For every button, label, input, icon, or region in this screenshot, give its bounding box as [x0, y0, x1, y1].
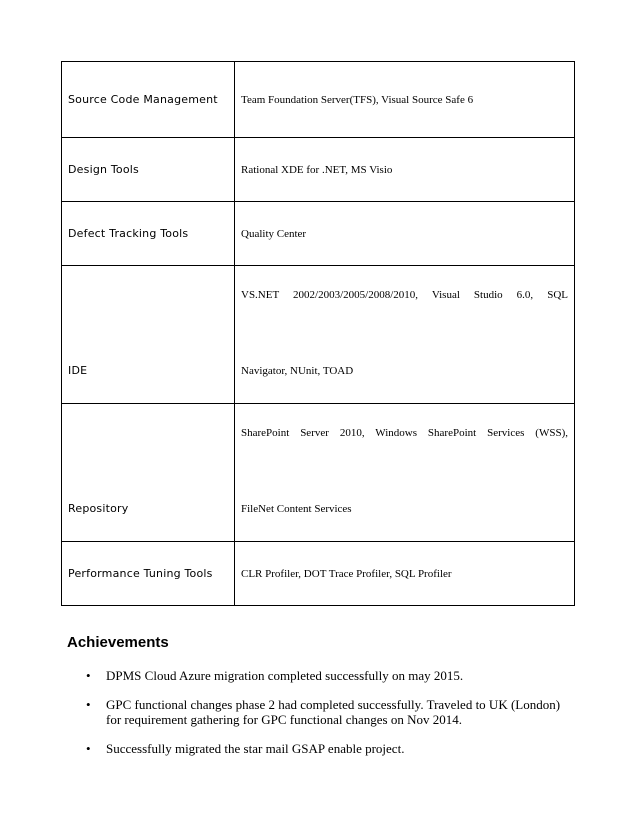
row-label: Defect Tracking Tools	[62, 202, 235, 266]
list-item-text: DPMS Cloud Azure migration completed successfully on may 2015.	[106, 668, 464, 683]
row-label: Design Tools	[62, 138, 235, 202]
table-row	[62, 266, 575, 404]
row-label: Source Code Management	[62, 62, 235, 138]
row-value: CLR Profiler, DOT Trace Profiler, SQL Profiler	[235, 542, 575, 606]
achievements-list	[86, 668, 576, 770]
row-value: Rational XDE for .NET, MS Visio	[235, 138, 575, 202]
table-row	[62, 202, 575, 266]
table-row	[62, 542, 575, 606]
row-label: IDE	[62, 266, 235, 404]
list-item	[86, 668, 576, 683]
table-row	[62, 404, 575, 542]
row-value	[235, 266, 575, 404]
row-value	[235, 404, 575, 542]
achievements-heading: Achievements	[67, 634, 169, 651]
row-value-line: FileNet Content Services	[241, 503, 352, 515]
list-item	[86, 741, 576, 756]
row-value-line: VS.NET 2002/2003/2005/2008/2010, Visual Studio 6.0, SQL	[241, 289, 568, 301]
skills-table	[61, 61, 575, 606]
row-label: Performance Tuning Tools	[62, 542, 235, 606]
list-item-text: Successfully migrated the star mail GSAP enable project.	[106, 741, 405, 756]
row-label: Repository	[62, 404, 235, 542]
list-item-text: GPC functional changes phase 2 had completed successfully. Traveled to UK (London) for requirement gathering for GPC functional changes on Nov 2014.	[106, 697, 561, 727]
row-value-line: SharePoint Server 2010, Windows SharePoint Services (WSS),	[241, 427, 568, 439]
bullet-icon: •	[86, 668, 91, 683]
table-row	[62, 62, 575, 138]
bullet-icon: •	[86, 697, 91, 712]
list-item	[86, 697, 576, 727]
row-value-line: Navigator, NUnit, TOAD	[241, 365, 354, 377]
row-value: Quality Center	[235, 202, 575, 266]
bullet-icon: •	[86, 741, 91, 756]
table-row	[62, 138, 575, 202]
row-value: Team Foundation Server(TFS), Visual Source Safe 6	[235, 62, 575, 138]
